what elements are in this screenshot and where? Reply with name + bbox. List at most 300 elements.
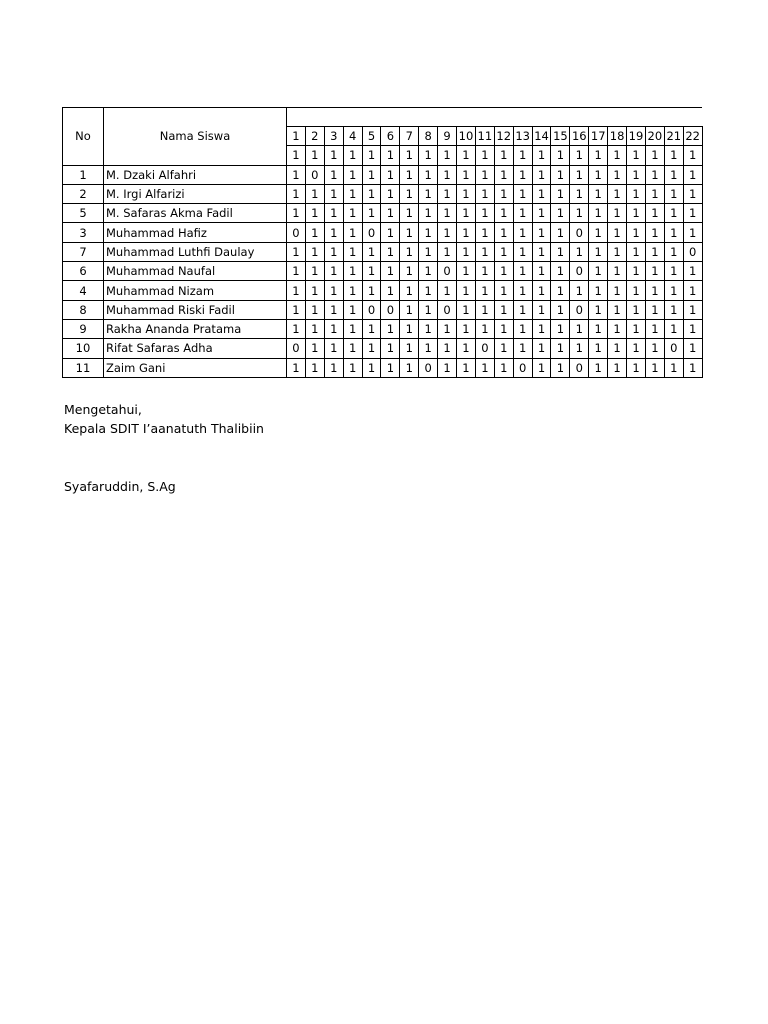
student-name: Rakha Ananda Pratama — [104, 319, 287, 338]
score-cell: 1 — [494, 204, 513, 223]
score-cell: 1 — [305, 339, 324, 358]
student-no: 3 — [63, 223, 104, 242]
score-cell: 1 — [513, 262, 532, 281]
score-cell: 0 — [475, 339, 494, 358]
score-cell: 1 — [494, 165, 513, 184]
answer-key-cell: 1 — [513, 146, 532, 165]
score-cell: 1 — [400, 184, 419, 203]
score-cell: 1 — [362, 262, 381, 281]
signer-name: Syafaruddin, S.Ag — [64, 479, 176, 494]
answer-key-cell: 1 — [589, 146, 608, 165]
score-cell: 1 — [475, 242, 494, 261]
score-cell: 1 — [608, 184, 627, 203]
score-cell: 1 — [683, 300, 702, 319]
student-name: M. Safaras Akma Fadil — [104, 204, 287, 223]
score-cell: 1 — [532, 223, 551, 242]
score-cell: 1 — [589, 242, 608, 261]
score-cell: 0 — [438, 262, 457, 281]
score-cell: 1 — [551, 204, 570, 223]
score-cell: 1 — [645, 281, 664, 300]
header-top-row — [63, 108, 703, 127]
score-cell: 1 — [551, 339, 570, 358]
score-cell: 1 — [683, 165, 702, 184]
score-cell: 1 — [551, 223, 570, 242]
score-cell: 1 — [287, 262, 306, 281]
score-cell: 1 — [438, 204, 457, 223]
score-cell: 1 — [343, 223, 362, 242]
score-cell: 1 — [570, 319, 589, 338]
score-cell: 1 — [608, 319, 627, 338]
score-cell: 1 — [362, 165, 381, 184]
score-cell: 1 — [683, 204, 702, 223]
score-cell: 1 — [381, 262, 400, 281]
score-cell: 1 — [513, 204, 532, 223]
score-cell: 1 — [683, 223, 702, 242]
score-cell: 1 — [513, 281, 532, 300]
score-cell: 1 — [645, 339, 664, 358]
score-cell: 1 — [664, 358, 683, 377]
student-name: Muhammad Naufal — [104, 262, 287, 281]
student-no: 6 — [63, 262, 104, 281]
score-cell: 1 — [475, 262, 494, 281]
score-cell: 1 — [400, 281, 419, 300]
score-cell: 1 — [513, 242, 532, 261]
score-cell: 1 — [475, 223, 494, 242]
score-cell: 1 — [551, 262, 570, 281]
score-cell: 1 — [343, 262, 362, 281]
question-number: 12 — [494, 127, 513, 146]
score-cell: 1 — [287, 242, 306, 261]
score-cell: 0 — [513, 358, 532, 377]
question-number: 17 — [589, 127, 608, 146]
principal-position: Kepala SDIT I’aanatuth Thalibiin — [64, 421, 264, 436]
score-cell: 1 — [532, 319, 551, 338]
score-cell: 1 — [551, 358, 570, 377]
score-cell: 1 — [305, 223, 324, 242]
acknowledge-label: Mengetahui, — [64, 402, 142, 417]
score-cell: 1 — [419, 262, 438, 281]
question-number: 10 — [457, 127, 476, 146]
student-no: 2 — [63, 184, 104, 203]
score-cell: 1 — [683, 319, 702, 338]
question-number: 11 — [475, 127, 494, 146]
score-cell: 1 — [287, 204, 306, 223]
score-cell: 1 — [645, 319, 664, 338]
score-cell: 1 — [324, 281, 343, 300]
score-cell: 1 — [551, 319, 570, 338]
score-cell: 1 — [400, 358, 419, 377]
score-cell: 1 — [589, 184, 608, 203]
score-cell: 1 — [551, 242, 570, 261]
score-cell: 1 — [570, 242, 589, 261]
student-name: M. Dzaki Alfahri — [104, 165, 287, 184]
score-cell: 1 — [570, 204, 589, 223]
score-cell: 1 — [645, 358, 664, 377]
score-cell: 1 — [438, 319, 457, 338]
score-cell: 1 — [362, 358, 381, 377]
score-cell: 1 — [494, 281, 513, 300]
score-cell: 1 — [457, 184, 476, 203]
score-cell: 1 — [513, 165, 532, 184]
score-cell: 1 — [589, 262, 608, 281]
question-number: 8 — [419, 127, 438, 146]
score-cell: 1 — [494, 184, 513, 203]
score-cell: 0 — [438, 300, 457, 319]
student-no: 11 — [63, 358, 104, 377]
score-cell: 1 — [513, 184, 532, 203]
score-cell: 1 — [627, 281, 646, 300]
score-cell: 1 — [400, 165, 419, 184]
score-cell: 1 — [305, 281, 324, 300]
score-cell: 1 — [475, 319, 494, 338]
score-cell: 1 — [532, 204, 551, 223]
score-cell: 1 — [305, 204, 324, 223]
score-cell: 1 — [475, 300, 494, 319]
score-cell: 1 — [324, 242, 343, 261]
score-cell: 1 — [381, 165, 400, 184]
score-cell: 0 — [570, 300, 589, 319]
score-cell: 1 — [608, 358, 627, 377]
score-cell: 1 — [513, 300, 532, 319]
score-cell: 1 — [419, 319, 438, 338]
answer-key-cell: 1 — [494, 146, 513, 165]
question-number: 15 — [551, 127, 570, 146]
score-cell: 1 — [324, 319, 343, 338]
answer-key-cell: 1 — [475, 146, 494, 165]
score-cell: 1 — [400, 242, 419, 261]
score-cell: 1 — [551, 184, 570, 203]
score-cell: 1 — [381, 204, 400, 223]
score-cell: 1 — [645, 300, 664, 319]
score-cell: 1 — [343, 339, 362, 358]
score-cell: 0 — [419, 358, 438, 377]
student-no: 4 — [63, 281, 104, 300]
score-cell: 1 — [664, 281, 683, 300]
answer-key-cell: 1 — [683, 146, 702, 165]
score-cell: 1 — [362, 184, 381, 203]
score-cell: 1 — [457, 339, 476, 358]
score-cell: 1 — [645, 204, 664, 223]
score-cell: 1 — [589, 281, 608, 300]
score-cell: 1 — [362, 319, 381, 338]
score-table — [62, 107, 703, 378]
table-row — [63, 242, 703, 261]
score-cell: 1 — [305, 358, 324, 377]
score-cell: 1 — [513, 339, 532, 358]
score-cell: 1 — [570, 165, 589, 184]
score-cell: 1 — [362, 204, 381, 223]
question-number: 1 — [287, 127, 306, 146]
score-cell: 1 — [664, 165, 683, 184]
answer-key-cell: 1 — [400, 146, 419, 165]
student-name: Rifat Safaras Adha — [104, 339, 287, 358]
score-cell: 1 — [362, 242, 381, 261]
student-name: Muhammad Luthfi Daulay — [104, 242, 287, 261]
score-cell: 1 — [664, 262, 683, 281]
score-cell: 1 — [324, 358, 343, 377]
score-cell: 1 — [438, 339, 457, 358]
question-number: 7 — [400, 127, 419, 146]
score-cell: 1 — [570, 184, 589, 203]
score-cell: 1 — [457, 223, 476, 242]
question-number: 2 — [305, 127, 324, 146]
score-cell: 1 — [627, 184, 646, 203]
score-cell: 1 — [457, 319, 476, 338]
score-cell: 1 — [400, 223, 419, 242]
score-cell: 1 — [438, 165, 457, 184]
score-cell: 1 — [343, 319, 362, 338]
score-cell: 1 — [570, 339, 589, 358]
table-row — [63, 204, 703, 223]
score-cell: 1 — [475, 165, 494, 184]
score-cell: 1 — [627, 223, 646, 242]
question-number: 21 — [664, 127, 683, 146]
score-cell: 0 — [570, 223, 589, 242]
answer-key-cell: 1 — [438, 146, 457, 165]
score-cell: 1 — [664, 204, 683, 223]
score-cell: 1 — [343, 281, 362, 300]
score-cell: 1 — [305, 300, 324, 319]
score-cell: 1 — [419, 184, 438, 203]
score-cell: 1 — [494, 319, 513, 338]
score-cell: 1 — [608, 262, 627, 281]
score-cell: 1 — [589, 358, 608, 377]
score-cell: 0 — [287, 339, 306, 358]
score-cell: 1 — [343, 184, 362, 203]
score-cell: 1 — [683, 184, 702, 203]
score-cell: 1 — [589, 165, 608, 184]
score-cell: 1 — [664, 223, 683, 242]
score-cell: 1 — [475, 358, 494, 377]
score-cell: 1 — [324, 339, 343, 358]
score-cell: 1 — [343, 165, 362, 184]
score-cell: 1 — [400, 262, 419, 281]
score-cell: 1 — [608, 300, 627, 319]
score-cell: 1 — [457, 204, 476, 223]
score-cell: 1 — [457, 300, 476, 319]
table-row — [63, 339, 703, 358]
score-cell: 1 — [494, 300, 513, 319]
answer-key-cell: 1 — [645, 146, 664, 165]
student-name: Muhammad Hafiz — [104, 223, 287, 242]
table-row — [63, 165, 703, 184]
score-cell: 0 — [381, 300, 400, 319]
score-cell: 1 — [664, 319, 683, 338]
score-cell: 1 — [645, 184, 664, 203]
score-cell: 1 — [627, 339, 646, 358]
score-cell: 1 — [627, 300, 646, 319]
score-cell: 0 — [362, 223, 381, 242]
score-cell: 1 — [532, 165, 551, 184]
score-cell: 1 — [419, 242, 438, 261]
student-name: M. Irgi Alfarizi — [104, 184, 287, 203]
score-cell: 1 — [287, 300, 306, 319]
score-cell: 1 — [305, 184, 324, 203]
score-cell: 1 — [551, 165, 570, 184]
question-number: 14 — [532, 127, 551, 146]
signature-block — [64, 400, 264, 438]
score-cell: 1 — [305, 242, 324, 261]
score-cell: 1 — [381, 319, 400, 338]
score-cell: 1 — [683, 339, 702, 358]
score-cell: 1 — [532, 242, 551, 261]
score-cell: 0 — [570, 358, 589, 377]
answer-key-cell: 1 — [362, 146, 381, 165]
score-cell: 1 — [551, 300, 570, 319]
table-row — [63, 281, 703, 300]
answer-key-cell: 1 — [664, 146, 683, 165]
score-cell: 1 — [589, 223, 608, 242]
score-cell: 1 — [589, 339, 608, 358]
answer-key-cell: 1 — [305, 146, 324, 165]
score-cell: 1 — [551, 281, 570, 300]
score-cell: 1 — [362, 281, 381, 300]
score-cell: 1 — [608, 281, 627, 300]
score-cell: 1 — [343, 204, 362, 223]
score-cell: 1 — [475, 281, 494, 300]
score-cell: 1 — [664, 242, 683, 261]
score-cell: 1 — [532, 358, 551, 377]
question-number: 20 — [645, 127, 664, 146]
score-cell: 1 — [343, 242, 362, 261]
answer-key-cell: 1 — [324, 146, 343, 165]
score-cell: 1 — [645, 262, 664, 281]
score-cell: 1 — [287, 319, 306, 338]
score-cell: 1 — [381, 358, 400, 377]
student-no: 5 — [63, 204, 104, 223]
score-cell: 1 — [324, 204, 343, 223]
score-cell: 1 — [494, 242, 513, 261]
score-cell: 1 — [589, 204, 608, 223]
question-number: 9 — [438, 127, 457, 146]
question-number: 16 — [570, 127, 589, 146]
score-cell: 1 — [627, 358, 646, 377]
score-cell: 1 — [494, 262, 513, 281]
score-cell: 1 — [419, 281, 438, 300]
table-row — [63, 319, 703, 338]
score-cell: 1 — [532, 262, 551, 281]
score-cell: 1 — [457, 242, 476, 261]
score-cell: 0 — [287, 223, 306, 242]
student-name: Zaim Gani — [104, 358, 287, 377]
score-cell: 1 — [419, 204, 438, 223]
score-cell: 1 — [475, 204, 494, 223]
score-cell: 1 — [494, 358, 513, 377]
answer-key-cell: 1 — [381, 146, 400, 165]
score-cell: 1 — [438, 242, 457, 261]
score-cell: 0 — [305, 165, 324, 184]
score-cell: 1 — [532, 281, 551, 300]
score-cell: 1 — [457, 281, 476, 300]
score-cell: 1 — [400, 300, 419, 319]
question-number: 5 — [362, 127, 381, 146]
score-cell: 1 — [419, 165, 438, 184]
score-cell: 1 — [381, 184, 400, 203]
score-cell: 0 — [683, 242, 702, 261]
answer-key-cell: 1 — [343, 146, 362, 165]
assessment-sheet — [62, 107, 703, 378]
student-no: 1 — [63, 165, 104, 184]
score-cell: 1 — [305, 319, 324, 338]
answer-key-cell: 1 — [457, 146, 476, 165]
score-cell: 1 — [457, 165, 476, 184]
score-cell: 1 — [645, 242, 664, 261]
score-cell: 1 — [683, 281, 702, 300]
score-cell: 1 — [438, 184, 457, 203]
score-cell: 1 — [513, 223, 532, 242]
header-name: Nama Siswa — [104, 108, 287, 166]
score-cell: 1 — [438, 281, 457, 300]
score-cell: 0 — [362, 300, 381, 319]
score-cell: 1 — [608, 223, 627, 242]
score-cell: 1 — [324, 300, 343, 319]
answer-key-cell: 1 — [570, 146, 589, 165]
table-row — [63, 300, 703, 319]
score-cell: 1 — [324, 223, 343, 242]
score-cell: 1 — [324, 262, 343, 281]
score-cell: 1 — [627, 165, 646, 184]
score-cell: 1 — [457, 262, 476, 281]
score-cell: 1 — [287, 184, 306, 203]
score-cell: 1 — [589, 300, 608, 319]
score-cell: 1 — [608, 204, 627, 223]
score-cell: 1 — [343, 358, 362, 377]
score-cell: 1 — [664, 184, 683, 203]
student-name: Muhammad Nizam — [104, 281, 287, 300]
score-cell: 1 — [419, 339, 438, 358]
score-cell: 1 — [343, 300, 362, 319]
score-cell: 1 — [608, 242, 627, 261]
score-cell: 1 — [608, 339, 627, 358]
question-number: 22 — [683, 127, 702, 146]
score-cell: 1 — [324, 165, 343, 184]
student-no: 8 — [63, 300, 104, 319]
score-cell: 1 — [494, 223, 513, 242]
score-cell: 1 — [381, 281, 400, 300]
student-no: 10 — [63, 339, 104, 358]
score-cell: 1 — [438, 358, 457, 377]
student-no: 9 — [63, 319, 104, 338]
answer-key-cell: 1 — [627, 146, 646, 165]
score-cell: 1 — [532, 184, 551, 203]
score-cell: 1 — [589, 319, 608, 338]
score-cell: 1 — [627, 242, 646, 261]
score-cell: 1 — [438, 223, 457, 242]
score-cell: 1 — [400, 319, 419, 338]
score-cell: 1 — [532, 339, 551, 358]
score-cell: 1 — [287, 281, 306, 300]
score-cell: 1 — [400, 339, 419, 358]
score-cell: 1 — [362, 339, 381, 358]
score-cell: 1 — [627, 319, 646, 338]
answer-key-cell: 1 — [551, 146, 570, 165]
score-cell: 1 — [419, 300, 438, 319]
question-number: 4 — [343, 127, 362, 146]
score-cell: 1 — [457, 358, 476, 377]
table-row — [63, 262, 703, 281]
score-cell: 1 — [683, 262, 702, 281]
score-cell: 1 — [324, 184, 343, 203]
question-number: 6 — [381, 127, 400, 146]
question-number: 3 — [324, 127, 343, 146]
score-cell: 1 — [532, 300, 551, 319]
score-cell: 1 — [645, 165, 664, 184]
table-row — [63, 184, 703, 203]
student-no: 7 — [63, 242, 104, 261]
student-name: Muhammad Riski Fadil — [104, 300, 287, 319]
score-cell: 1 — [627, 262, 646, 281]
score-cell: 1 — [627, 204, 646, 223]
